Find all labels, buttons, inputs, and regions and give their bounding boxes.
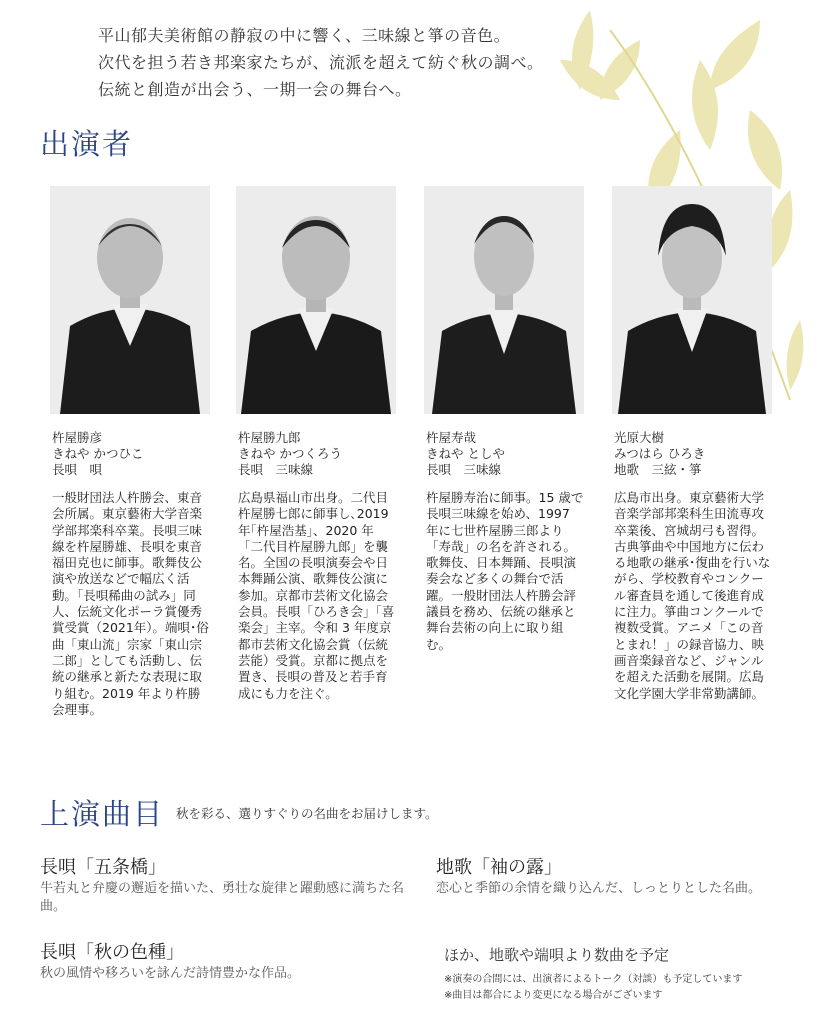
performer-bio: 広島県福山市出身。二代目杵屋勝七郎に師事し､2019年｢杵屋浩基｣、2020 年「二代目杵屋勝九郎」を襲名。全国の長唄演奏会や日本舞踊公演、歌舞伎公演に参加。京都市芸術文化協会会員。長唄「ひろき会」「喜楽会」主宰。令和 3 年度京都市芸術文化協会賞（伝統芸能）受賞。京都に拠点を置き、長唄の普及と若手育成にも力を注ぐ。 <box>238 490 395 701</box>
program-subtitle: 秋を彩る、選りすぐりの名曲をお届けします。 <box>176 806 438 821</box>
performer-photo <box>612 186 772 414</box>
intro-text <box>98 22 544 103</box>
performer-reading: きねや としや <box>426 446 505 461</box>
program-note: ※演奏の合間には、出演者によるトーク（対談）も予定しています <box>444 974 743 985</box>
performer-role: 長唄 三味線 <box>426 462 502 477</box>
piece-title: 長唄「五条橋」 <box>40 857 166 878</box>
performers-heading: 出演者 <box>40 127 134 161</box>
performer-name: 杵屋勝九郎 <box>238 430 301 445</box>
intro-line: 平山郁夫美術館の静寂の中に響く、三味線と箏の音色。 <box>98 26 511 45</box>
piece-description: 恋心と季節の余情を織り込んだ、しっとりとした名曲。 <box>436 881 762 896</box>
performer-info <box>426 430 505 478</box>
performer-reading: きねや かつくろう <box>238 446 342 461</box>
program-note: ※曲目は都合により変更になる場合がございます <box>444 990 663 1001</box>
performer-role: 地歌 三絃・箏 <box>614 462 702 477</box>
intro-line: 伝統と創造が出会う、一期一会の舞台へ。 <box>98 80 412 99</box>
performer-name: 杵屋勝彦 <box>52 430 103 445</box>
performer-bio: 広島市出身。東京藝術大学音楽学部邦楽科生田流専攻卒業後、宮城胡弓も習得。古典箏曲や中国地方に伝わる地歌の継承･復曲を行いながら、学校教育やコンクール審査員を通して後進育成に注力。箏曲コンクールで複数受賞。アニメ「この音とまれ！」の録音協力、映画音楽録音など、ジャンルを超えた活動を展開。広島文化学園大学非常勤講師。 <box>614 490 771 701</box>
performer-photo <box>236 186 396 414</box>
performer-info <box>614 430 705 478</box>
performer-role: 長唄 唄 <box>52 462 103 477</box>
intro-line: 次代を担う若き邦楽家たちが、流派を超えて紡ぐ秋の調べ。 <box>98 53 544 72</box>
piece-title: 長唄「秋の色種」 <box>40 942 184 963</box>
piece-description: 秋の風情や移ろいを詠んだ詩情豊かな作品。 <box>40 966 301 981</box>
performer-photo <box>424 186 584 414</box>
performer-info <box>52 430 143 478</box>
piece-description: 牛若丸と弁慶の邂逅を描いた、勇壮な旋律と躍動感に満ちた名曲。 <box>40 881 405 914</box>
performer-info <box>238 430 342 478</box>
performer-bio: 杵屋勝寿治に師事。15 歳で長唄三味線を始め、1997 年に七世杵屋勝三郎より「寿哉」の名を許される。歌舞伎、日本舞踊、長唄演奏会など多くの舞台で活躍。一般財団法人杵勝会評議員を務め、伝統の継承と舞台芸術の向上に取り組む。 <box>426 490 584 652</box>
piece-title: 地歌「袖の露」 <box>436 857 562 878</box>
performer-photo <box>50 186 210 414</box>
performer-name: 杵屋寿哉 <box>426 430 477 445</box>
program-heading: 上演曲目 <box>40 797 165 831</box>
performer-reading: きねや かつひこ <box>52 446 144 461</box>
performer-reading: みつはら ひろき <box>614 446 706 461</box>
performer-name: 光原大樹 <box>614 430 665 445</box>
more-pieces-text: ほか、地歌や端唄より数曲を予定 <box>444 946 670 964</box>
performer-role: 長唄 三味線 <box>238 462 314 477</box>
performer-bio: 一般財団法人杵勝会、東音会所属。東京藝術大学音楽学部邦楽科卒業。長唄三味線を杵屋勝雄、長唄を東音福田克也に師事。歌舞伎公演や放送などで幅広く活動。「長唄稀曲の試み」同人、伝統文化ポーラ賞優秀賞受賞（2021年）。端唄･俗曲「東山流」宗家「東山宗二郎」としても活動し、伝統の継承と新たな表現に取り組む。2019 年より杵勝会理事。 <box>52 490 209 717</box>
